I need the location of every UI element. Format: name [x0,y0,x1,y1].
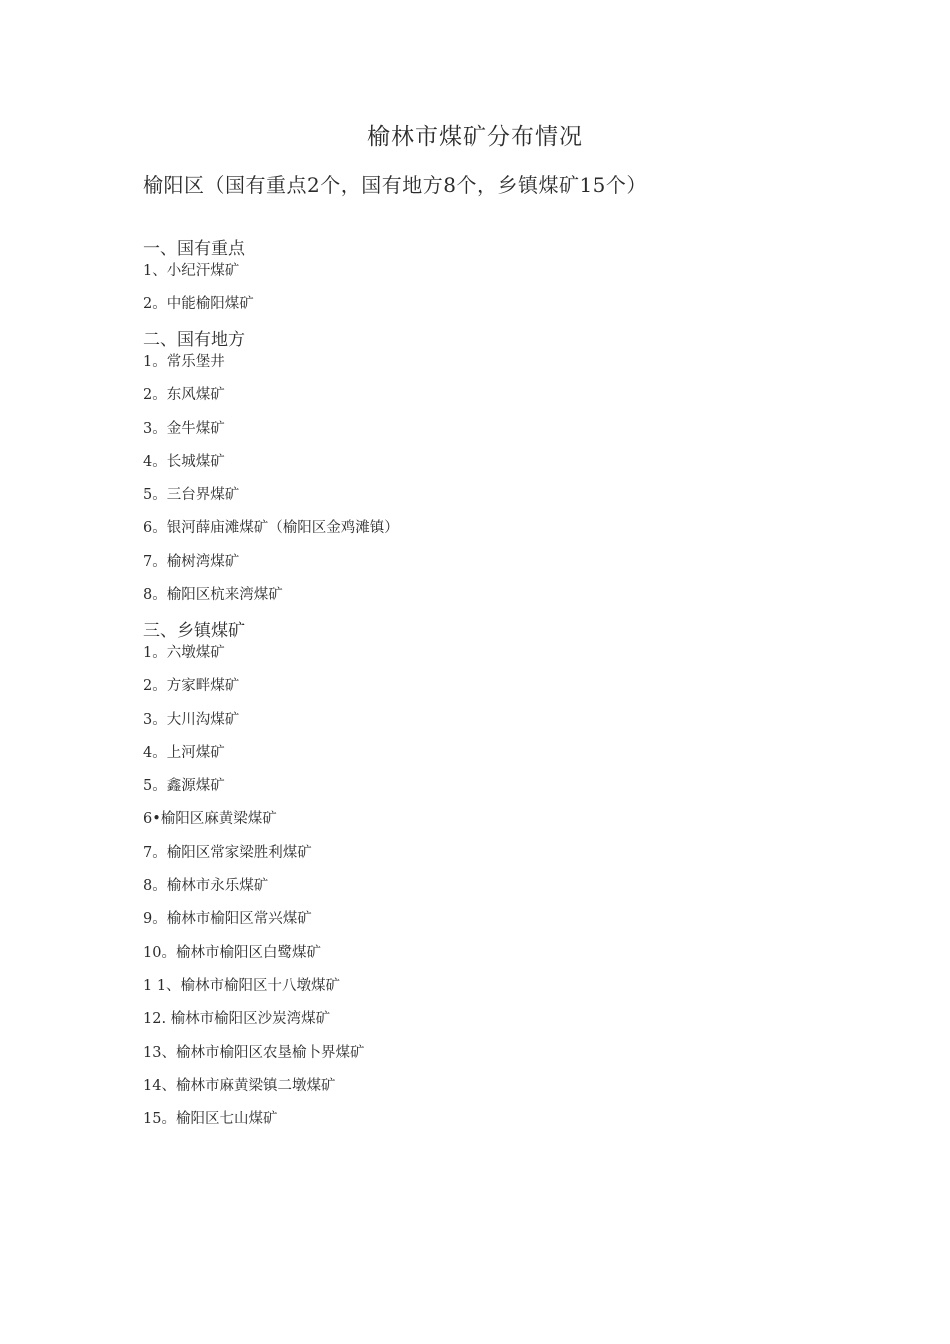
list-item: 6。银河薛庙滩煤矿（榆阳区金鸡滩镇） [143,520,399,537]
list-item: 10。榆林市榆阳区白鹭煤矿 [143,944,321,961]
section-heading: 三、乡镇煤矿 [143,621,245,641]
list-item: 1 1、榆林市榆阳区十八墩煤矿 [143,977,341,994]
list-item: 15。榆阳区七山煤矿 [143,1111,278,1128]
section-township [143,620,803,1141]
list-item: 4。长城煤矿 [143,453,225,470]
mine-list [143,642,803,1141]
list-item: 2。方家畔煤矿 [143,678,240,695]
list-item: 7。榆树湾煤矿 [143,553,240,570]
list-item: 7。榆阳区常家梁胜利煤矿 [143,844,312,861]
list-item: 6•榆阳区麻黄梁煤矿 [143,811,277,828]
list-item: 12. 榆林市榆阳区沙炭湾煤矿 [143,1011,331,1028]
list-item: 8。榆林市永乐煤矿 [143,878,269,895]
list-item: 1。常乐堡井 [143,354,225,370]
list-item: 9。榆林市榆阳区常兴煤矿 [143,911,312,928]
district-subtitle: 榆阳区（国有重点2个，国有地方8个，乡镇煤矿15个） [143,173,647,197]
list-item: 3。大川沟煤矿 [143,711,240,728]
mine-list [143,351,803,617]
list-item: 14、榆林市麻黄梁镇二墩煤矿 [143,1077,336,1094]
list-item: 2。东风煤矿 [143,387,225,404]
document-title: 榆林市煤矿分布情况 [367,124,583,150]
list-item: 4。上河煤矿 [143,744,225,761]
list-item: 2。中能榆阳煤矿 [143,296,254,313]
section-state-local [143,329,803,617]
section-heading: 二、国有地方 [143,330,245,350]
list-item: 5。鑫源煤矿 [143,778,225,795]
list-item: 1。六墩煤矿 [143,645,225,661]
list-item: 5。三台界煤矿 [143,487,240,504]
list-item: 1、小纪汗煤矿 [143,263,240,279]
list-item: 8。榆阳区杭来湾煤矿 [143,587,283,604]
section-heading: 一、国有重点 [143,239,245,259]
list-item: 3。金牛煤矿 [143,420,225,437]
list-item: 13、榆林市榆阳区农垦榆卜界煤矿 [143,1044,365,1061]
mine-list [143,260,803,327]
section-state-key [143,238,803,327]
